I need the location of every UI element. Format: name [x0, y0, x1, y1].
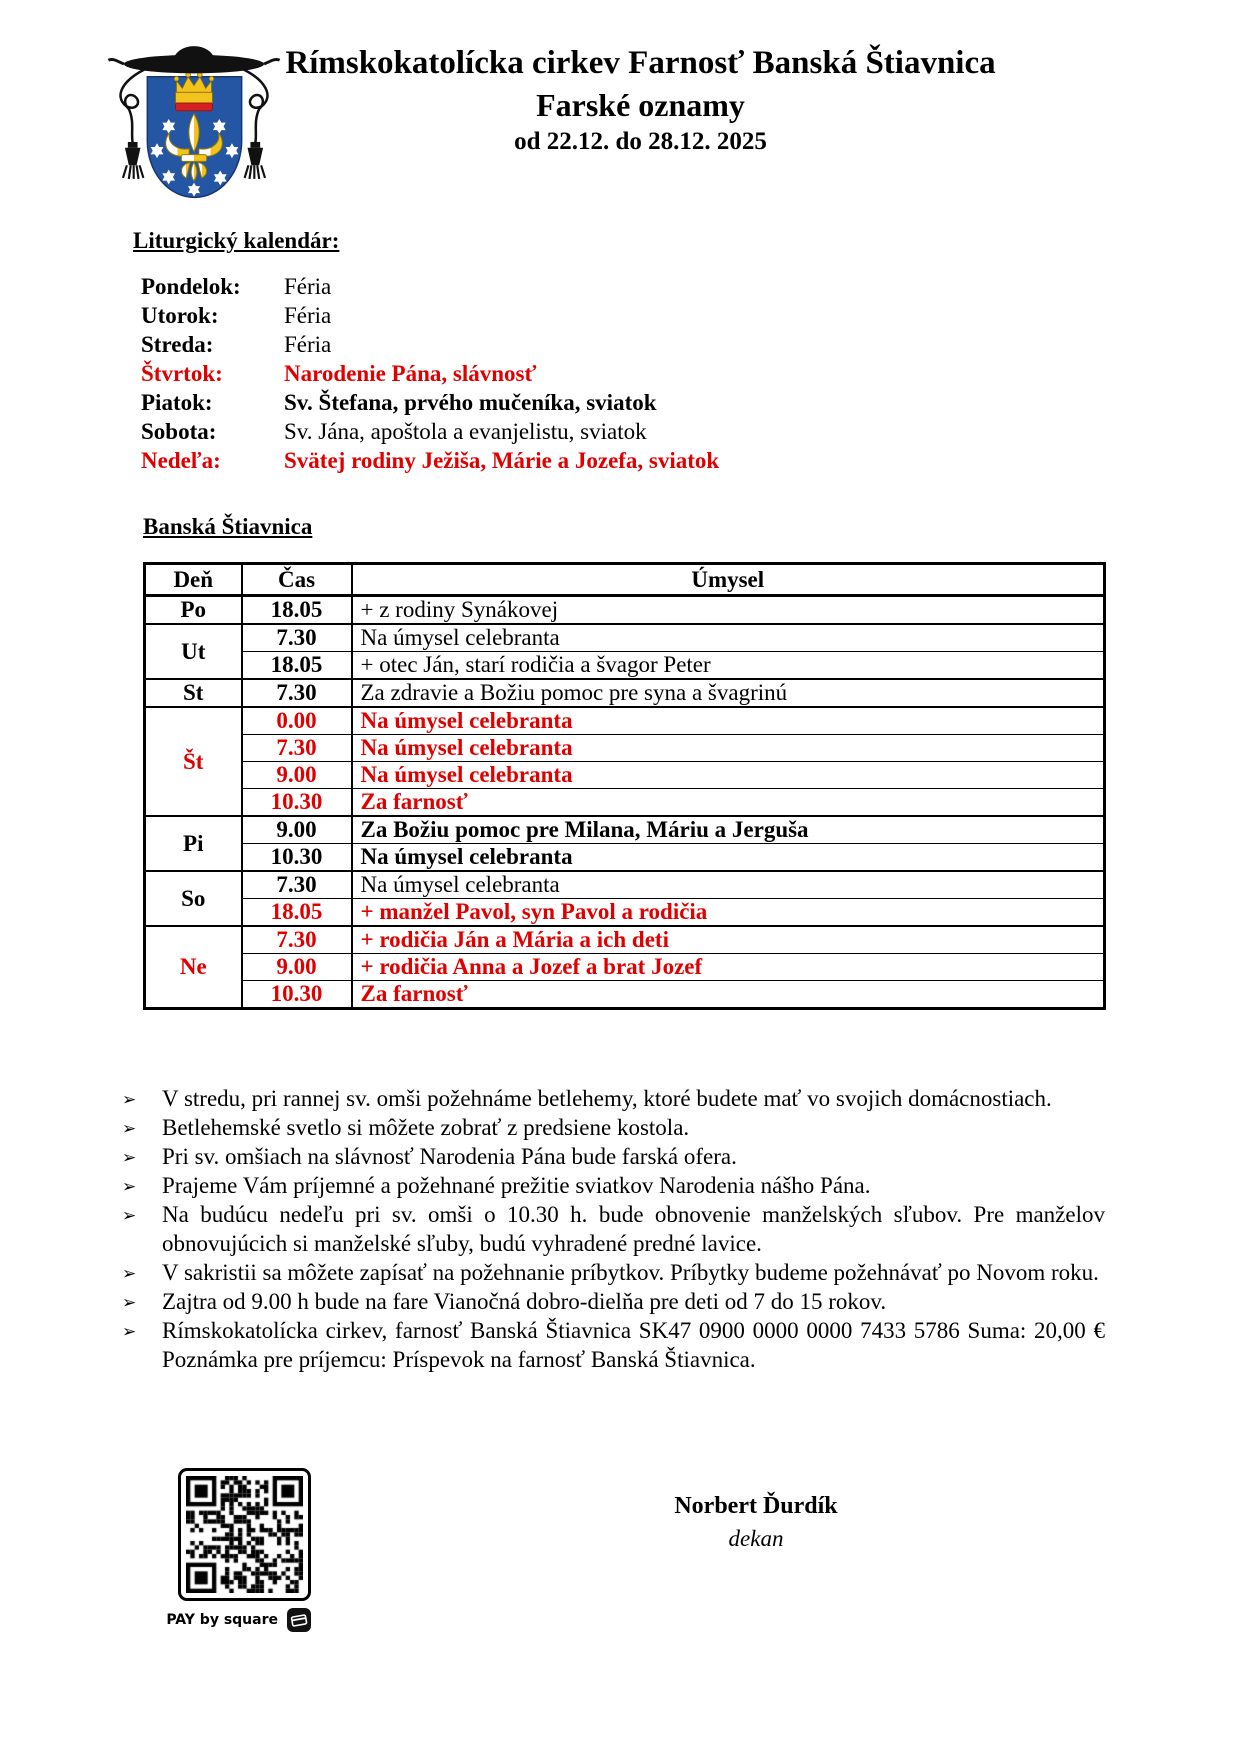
mass-intention-cell: Za farnosť [352, 981, 1105, 1009]
mass-time-cell: 7.30 [242, 679, 352, 707]
arrow-bullet-icon: ➢ [122, 1264, 137, 1284]
mass-time-cell: 0.00 [242, 707, 352, 735]
mass-row [145, 596, 1105, 625]
calendar-day-label: Sobota: [141, 419, 217, 444]
calendar-day-label: Štvrtok: [141, 361, 223, 386]
parish-coat-of-arms-logo [98, 32, 290, 212]
arrow-bullet-icon: ➢ [122, 1148, 137, 1168]
mass-row [145, 679, 1105, 707]
mass-intention-cell: + z rodiny Synákovej [352, 596, 1105, 625]
calendar-feast: Sv. Štefana, prvého mučeníka, sviatok [284, 390, 657, 415]
calendar-row [141, 417, 1241, 446]
calendar-row [141, 446, 1241, 475]
announcement-text: Pri sv. omšiach na slávnosť Narodenia Pána bude farská ofera. [162, 1144, 737, 1169]
mass-time-cell: 18.05 [242, 596, 352, 625]
arrow-bullet-icon: ➢ [122, 1322, 137, 1342]
mass-intention-cell: Na úmysel celebranta [352, 624, 1105, 652]
calendar-row [141, 272, 1241, 301]
arrow-bullet-icon: ➢ [122, 1090, 137, 1110]
mass-time-cell: 9.00 [242, 954, 352, 981]
mass-row [145, 899, 1105, 927]
mass-time-cell: 18.05 [242, 899, 352, 927]
signature-title: dekan [728, 1526, 784, 1551]
announcement-text: Rímskokatolícka cirkev, farnosť Banská Štiavnica SK47 0900 0000 0000 7433 5786 Suma: 20,00 € Poznámka pre príjemcu: Príspevok na farnosť Banská Štiavnica. [162, 1318, 1105, 1372]
arrow-bullet-icon: ➢ [122, 1293, 137, 1313]
announcement-item [120, 1142, 1105, 1171]
table-header-row [145, 564, 1105, 596]
calendar-feast: Narodenie Pána, slávnosť [284, 361, 537, 386]
mass-intention-cell: Na úmysel celebranta [352, 871, 1105, 899]
calendar-day-label: Pondelok: [141, 274, 241, 299]
announcement-item [120, 1113, 1105, 1142]
liturgical-calendar-heading: Liturgický kalendár: [133, 228, 340, 253]
mass-day-cell: Št [145, 707, 242, 816]
mass-intention-cell: + rodičia Ján a Mária a ich deti [352, 926, 1105, 954]
mass-row [145, 652, 1105, 680]
mass-row [145, 762, 1105, 789]
header [0, 0, 1241, 212]
mass-intention-cell: + manžel Pavol, syn Pavol a rodičia [352, 899, 1105, 927]
announcement-item [120, 1171, 1105, 1200]
mass-row [145, 871, 1105, 899]
announcement-item [120, 1200, 1105, 1258]
mass-intention-cell: + rodičia Anna a Jozef a brat Jozef [352, 954, 1105, 981]
mass-time-cell: 10.30 [242, 844, 352, 872]
mass-time-cell: 7.30 [242, 871, 352, 899]
qr-caption [166, 1608, 311, 1632]
mass-day-cell: St [145, 679, 242, 707]
mass-row [145, 707, 1105, 735]
mass-intention-cell: Na úmysel celebranta [352, 762, 1105, 789]
mass-intention-cell: Na úmysel celebranta [352, 844, 1105, 872]
page-title: Rímskokatolícka cirkev Farnosť Banská Štiavnica [285, 45, 996, 81]
mass-row [145, 954, 1105, 981]
mass-day-cell: Pi [145, 816, 242, 871]
announcement-item [120, 1287, 1105, 1316]
qr-code [178, 1468, 311, 1601]
mass-intention-cell: Na úmysel celebranta [352, 707, 1105, 735]
announcement-item [120, 1258, 1105, 1287]
mass-day-cell: So [145, 871, 242, 926]
announcement-text: Zajtra od 9.00 h bude na fare Vianočná dobro-dielňa pre deti od 7 do 15 rokov. [162, 1289, 887, 1314]
mass-row [145, 789, 1105, 817]
mass-day-cell: Ne [145, 926, 242, 1009]
payment-card-icon [287, 1608, 311, 1632]
calendar-feast: Féria [284, 274, 332, 299]
mass-intention-cell: Za Božiu pomoc pre Milana, Máriu a Jerguša [352, 816, 1105, 844]
calendar-feast: Féria [284, 332, 332, 357]
mass-intention-cell: Na úmysel celebranta [352, 735, 1105, 762]
mass-schedule-table [143, 562, 1106, 1010]
mass-time-cell: 10.30 [242, 789, 352, 817]
calendar-row [141, 330, 1241, 359]
date-range: od 22.12. do 28.12. 2025 [514, 128, 767, 155]
page-subtitle: Farské oznamy [536, 87, 745, 123]
announcement-text: Prajeme Vám príjemné a požehnané prežitie sviatkov Narodenia nášho Pána. [162, 1173, 871, 1198]
arrow-bullet-icon: ➢ [122, 1206, 137, 1226]
liturgical-calendar-list [141, 272, 1241, 475]
mass-time-cell: 7.30 [242, 735, 352, 762]
mass-intention-cell: Za farnosť [352, 789, 1105, 817]
announcements-list [120, 1084, 1105, 1374]
mass-day-cell: Po [145, 596, 242, 625]
announcement-item [120, 1084, 1105, 1113]
calendar-row [141, 301, 1241, 330]
signature-block [600, 1492, 912, 1552]
announcement-text: Na budúcu nedeľu pri sv. omši o 10.30 h. bude obnovenie manželských sľubov. Pre manželov obnovujúcich si manželské sľuby, budú vyhradené predné lavice. [162, 1202, 1105, 1256]
mass-intention-cell: Za zdravie a Božiu pomoc pre syna a švagrinú [352, 679, 1105, 707]
announcement-text: V stredu, pri rannej sv. omši požehnáme betlehemy, ktoré budete mať vo svojich domácnostiach. [162, 1086, 1052, 1111]
calendar-day-label: Utorok: [141, 303, 219, 328]
mass-row [145, 926, 1105, 954]
payment-qr-block [166, 1468, 311, 1632]
column-header-intention: Úmysel [352, 564, 1105, 596]
calendar-row [141, 359, 1241, 388]
signature-name: Norbert Ďurdík [674, 1493, 838, 1519]
calendar-day-label: Streda: [141, 332, 214, 357]
mass-row [145, 816, 1105, 844]
calendar-feast: Sv. Jána, apoštola a evanjelistu, sviatok [284, 419, 647, 444]
announcement-text: Betlehemské svetlo si môžete zobrať z predsiene kostola. [162, 1115, 690, 1140]
mass-day-cell: Ut [145, 624, 242, 679]
galero-hat-icon [108, 46, 279, 73]
column-header-day: Deň [145, 564, 242, 596]
mass-time-cell: 9.00 [242, 762, 352, 789]
calendar-day-label: Nedeľa: [141, 448, 221, 473]
mass-time-cell: 9.00 [242, 816, 352, 844]
mass-time-cell: 10.30 [242, 981, 352, 1009]
mass-time-cell: 7.30 [242, 624, 352, 652]
mass-row [145, 844, 1105, 872]
mass-intention-cell: + otec Ján, starí rodičia a švagor Peter [352, 652, 1105, 680]
pay-by-square-label: PAY by square [166, 1612, 278, 1628]
mass-row [145, 735, 1105, 762]
arrow-bullet-icon: ➢ [122, 1177, 137, 1197]
calendar-row [141, 388, 1241, 417]
announcement-text: V sakristii sa môžete zapísať na požehnanie príbytkov. Príbytky budeme požehnávať po Novom roku. [162, 1260, 1099, 1285]
mass-row [145, 624, 1105, 652]
schedule-heading: Banská Štiavnica [143, 514, 313, 539]
arrow-bullet-icon: ➢ [122, 1119, 137, 1139]
mass-time-cell: 18.05 [242, 652, 352, 680]
calendar-feast: Svätej rodiny Ježiša, Márie a Jozefa, sviatok [284, 448, 720, 473]
mass-row [145, 981, 1105, 1009]
mass-time-cell: 7.30 [242, 926, 352, 954]
announcement-item [120, 1316, 1105, 1374]
calendar-feast: Féria [284, 303, 332, 328]
calendar-day-label: Piatok: [141, 390, 213, 415]
column-header-time: Čas [242, 564, 352, 596]
